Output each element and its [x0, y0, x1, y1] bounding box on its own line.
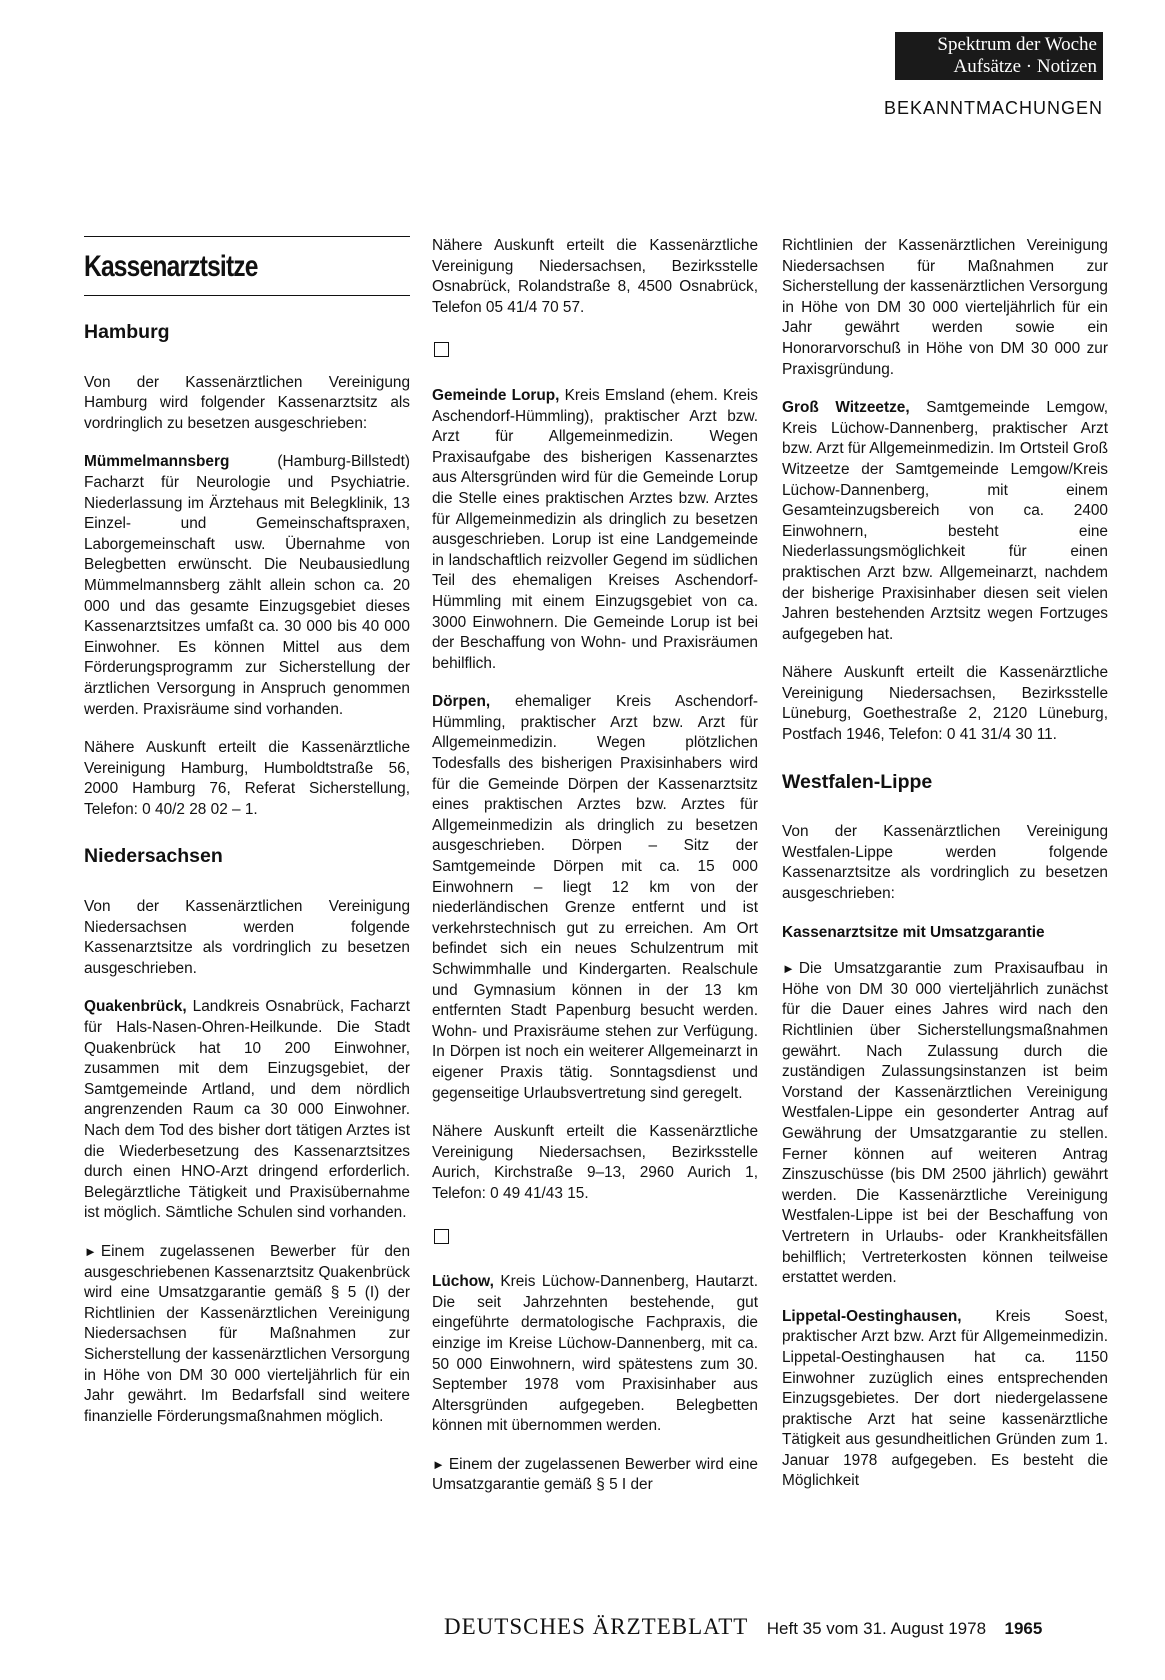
place-name: Lüchow, [432, 1273, 494, 1291]
paragraph [84, 997, 410, 1224]
paragraph [782, 398, 1108, 645]
page-number: 1965 [1004, 1619, 1043, 1638]
subheading-umsatzgarantie: Kassenarztsitze mit Umsatzgarantie [782, 923, 1045, 941]
paragraph: Nähere Auskunft erteilt die Kassenärztliche Vereinigung Hamburg, Humboldtstraße 56, 2000 Hamburg 76, Referat Sicherstellung, Telefon: 0 40/2 28 02 – 1. [84, 739, 410, 818]
triangle-icon: ► [84, 1243, 97, 1259]
paragraph-text: Landkreis Osnabrück, Facharzt für Hals-Nasen-Ohren-Heilkunde. Die Stadt Quakenbrück hat 10 200 Einwohner, zusammen mit dem Einzugsgebiet, der Samtgemeinde Artland, und dem nördlich angrenzenden Raum ca 30 000 Einwohner. Nach dem Tod des bisher dort tätigen Arztes ist die Wiederbesetzung des Kassenarztsitzes durch einen HNO-Arzt dringend erforderlich. Belegärztliche Tätigkeit und Praxisübernahme ist möglich. Sämtliche Schulen sind vorhanden. [84, 998, 410, 1222]
paragraph [782, 1307, 1108, 1492]
paragraph [432, 692, 758, 1104]
paragraph: Von der Kassenärztlichen Vereinigung Hamburg wird folgender Kassenarztsitz als vordringlich zu besetzen ausgeschrieben: [84, 373, 410, 432]
title-rule-bottom [84, 295, 410, 296]
paragraph: Richtlinien der Kassenärztlichen Vereinigung Niedersachsen für Maßnahmen zur Sicherstellung der kassenärztlichen Versorgung in Höhe von DM 30 000 vierteljährlich für ein Jahr gewährt werden sowie ein Honorarvorschuß in Höhe von DM 30 000 zur Praxisgründung. [782, 237, 1108, 378]
section-label: BEKANNTMACHUNGEN [883, 98, 1103, 118]
heading-westfalen-lippe: Westfalen-Lippe [782, 770, 933, 793]
place-name: Quakenbrück, [84, 998, 187, 1016]
paragraph-text: Kreis Soest, praktischer Arzt bzw. Arzt für Allgemeinmedizin. Lippetal-Oestinghausen hat ca. 1150 Einwohner zuzüglich eines entsprechenden Einzugsgebietes. Der dort niedergelassene praktische Arzt hat seine kassenärztliche Tätigkeit aus gesundheitlichen Gründen zum 1. Januar 1978 aufgegeben. Es besteht die Möglichkeit [782, 1307, 1108, 1490]
triangle-icon: ► [432, 1456, 445, 1472]
heading-niedersachsen: Niedersachsen [84, 845, 223, 868]
place-name: Groß Witzeetze, [782, 399, 910, 417]
issue-info: Heft 35 vom 31. August 1978 [766, 1619, 987, 1638]
place-name: Lippetal-Oestinghausen, [782, 1307, 962, 1325]
triangle-icon: ► [782, 961, 795, 977]
header-line-2: Aufsätze · Notizen [953, 56, 1097, 77]
place-name: Mümmelmannsberg [84, 453, 230, 471]
paragraph [84, 452, 410, 720]
column-2 [432, 236, 758, 1514]
paragraph-text: Die Umsatzgarantie zum Praxisaufbau in Höhe von DM 30 000 vierteljährlich zunächst für die Dauer eines Jahres wird nach den Richtlinien über Sicherstellungsmaßnahmen gewährt. Nach Zulassung durch die zuständigen Zulassungsinstanzen ist beim Vorstand der Kassenärztlichen Vereinigung Westfalen-Lippe ein gesonderter Antrag auf Gewährung der Umsatzgarantie zu stellen. Ferner können auf weiteren Antrag Zinszuschüsse (bis DM 2500 jährlich) gewährt werden. Die Kassenärztliche Vereinigung Westfalen-Lippe ist bei der Beschaffung von Vertretern in Urlaubs- oder Krankheitsfällen behilflich; Vertreterkosten können teilweise erstattet werden. [782, 960, 1108, 1287]
header-badge [895, 32, 1103, 80]
paragraph: Nähere Auskunft erteilt die Kassenärztliche Vereinigung Niedersachsen, Bezirksstelle Osnabrück, Rolandstraße 8, 4500 Osnabrück, Telefon 05 41/4 70 57. [432, 237, 758, 316]
column-3 [782, 236, 1108, 1510]
header-line-1: Spektrum der Woche [937, 34, 1097, 55]
magazine-name: DEUTSCHES ÄRZTEBLATT [444, 1614, 749, 1639]
square-icon [434, 1229, 449, 1244]
paragraph-text: Kreis Lüchow-Dannenberg, Hautarzt. Die seit Jahrzehnten bestehende, gut eingeführte dermatologische Fachpraxis, die einzige im Kreise Lüchow-Dannenberg, mit ca. 50 000 Einwohnern, wird spätestens zum 30. September 1978 vom Praxisinhaber aus Altersgründen aufgegeben. Belegbetten können mit übernommen werden. [432, 1273, 758, 1435]
page-title: Kassenarztsitze [84, 250, 258, 283]
paragraph [84, 1242, 410, 1427]
place-name: Gemeinde Lorup, [432, 386, 560, 404]
square-icon [434, 342, 449, 357]
paragraph [432, 1455, 758, 1496]
paragraph: Von der Kassenärztlichen Vereinigung Niedersachsen werden folgende Kassenarztsitze als vordringlich zu besetzen ausgeschrieben. [84, 898, 410, 977]
place-name: Dörpen, [432, 693, 491, 711]
paragraph-text: (Hamburg-Billstedt) Facharzt für Neurologie und Psychiatrie. Niederlassung im Ärztehaus mit Belegklinik, 13 Einzel- und Gemeinschaftspraxen, Laborgemeinschaft usw. Übernahme von Belegbetten erwünscht. Die Neubausiedlung Mümmelmannsberg zählt allein schon ca. 20 000 und das gesamte Einzugsgebiet dieses Kassenarztsitzes umfaßt ca. 30 000 bis 40 000 Einwohner. Es können Mittel aus dem Förderungsprogramm zur Sicherstellung der ärztlichen Versorgung in Anspruch genommen werden. Praxisräume sind vorhanden. [84, 453, 410, 718]
paragraph-text: Einem zugelassenen Bewerber für den ausgeschriebenen Kassenarztsitz Quakenbrück wird eine Umsatzgarantie gemäß § 5 (I) der Richtlinien der Kassenärztlichen Vereinigung Niedersachsen für Maßnahmen zur Sicherstellung der kassenärztlichen Versorgung in Höhe von DM 30 000 vierteljährlich für ein Jahr gewährt. Im Bedarfsfall sind weitere finanzielle Förderungsmaßnahmen möglich. [84, 1242, 410, 1425]
paragraph: Nähere Auskunft erteilt die Kassenärztliche Vereinigung Niedersachsen, Bezirksstelle Aurich, Kirchstraße 9–13, 2960 Aurich 1, Telefon: 0 49 41/43 15. [432, 1123, 758, 1202]
paragraph: Von der Kassenärztlichen Vereinigung Westfalen-Lippe werden folgende Kassenarztsitze als vordringlich zu besetzen ausgeschrieben: [782, 823, 1108, 903]
title-rule-top [84, 236, 410, 237]
paragraph [782, 959, 1108, 1289]
paragraph-text: Kreis Emsland (ehem. Kreis Aschendorf-Hümmling), praktischer Arzt bzw. Arzt für Allgemeinmedizin. Wegen Praxisaufgabe des bisherigen Kassenarztes aus Altersgründen wird für die Gemeinde Lorup die Stelle eines praktischen Arztes bzw. Arztes für Allgemeinmedizin als dringlich zu besetzen ausgeschrieben. Lorup ist eine Landgemeinde in landschaftlich reizvoller Gegend im südlichen Teil des ehemaligen Kreises Aschendorf-Hümmling mit einem Einzugsgebiet von ca. 3000 Einwohnern. Die Gemeinde Lorup ist bei der Beschaffung von Wohn- und Praxisräumen behilflich. [432, 386, 759, 672]
footer [444, 1614, 1104, 1640]
heading-hamburg: Hamburg [84, 321, 170, 343]
paragraph [432, 386, 758, 674]
paragraph: Nähere Auskunft erteilt die Kassenärztliche Vereinigung Niedersachsen, Bezirksstelle Lüneburg, Goethestraße 2, 2120 Lüneburg, Postfach 1946, Telefon: 0 41 31/4 30 11. [782, 664, 1108, 744]
paragraph-text: ehemaliger Kreis Aschendorf-Hümmling, praktischer Arzt bzw. Arzt für Allgemeinmedizin. Wegen plötzlichen Todesfalls des bisherigen Praxisinhabers wird für die Gemeinde Dörpen der Kassenarztsitz eines praktischen Arztes bzw. Arztes für Allgemeinmedizin als dringlich zu besetzen ausgeschrieben. Dörpen – Sitz der Samtgemeinde Dörpen mit ca. 15 000 Einwohnern – liegt 12 km von der niederländischen Grenze entfernt und ist verkehrstechnisch gut zu erreichen. Am Ort befindet sich ein neues Schulzentrum mit Schwimmhalle und Kindergarten. Realschule und Gymnasium können in der 13 km entfernten Stadt Papenburg besucht werden. Wohn- und Praxisräume stehen zur Verfügung. In Dörpen ist noch ein weiterer Allgemeinarzt in eigener Praxis tätig. Sonntagsdienst und gegenseitige Urlaubsvertretung sind geregelt. [432, 693, 758, 1102]
column-1 [84, 236, 410, 1445]
paragraph [432, 1272, 758, 1437]
paragraph-text: Einem der zugelassenen Bewerber wird eine Umsatzgarantie gemäß § 5 I der [432, 1455, 758, 1494]
paragraph-text: Samtgemeinde Lemgow, Kreis Lüchow-Dannenberg, praktischer Arzt bzw. Arzt für Allgemeinmedizin. Im Ortsteil Groß Witzeetze der Samtgemeinde Lemgow/Kreis Lüchow-Dannenberg, mit einem Gesamteinzugsbereich von ca. 2400 Einwohnern, besteht eine Niederlassungsmöglichkeit für einen praktischen Arzt bzw. Allgemeinarzt, nachdem der bisherige Praxisinhaber diesen seit vielen Jahren bestehenden Arztsitz wegen Fortzuges aufgegeben hat. [782, 399, 1108, 643]
